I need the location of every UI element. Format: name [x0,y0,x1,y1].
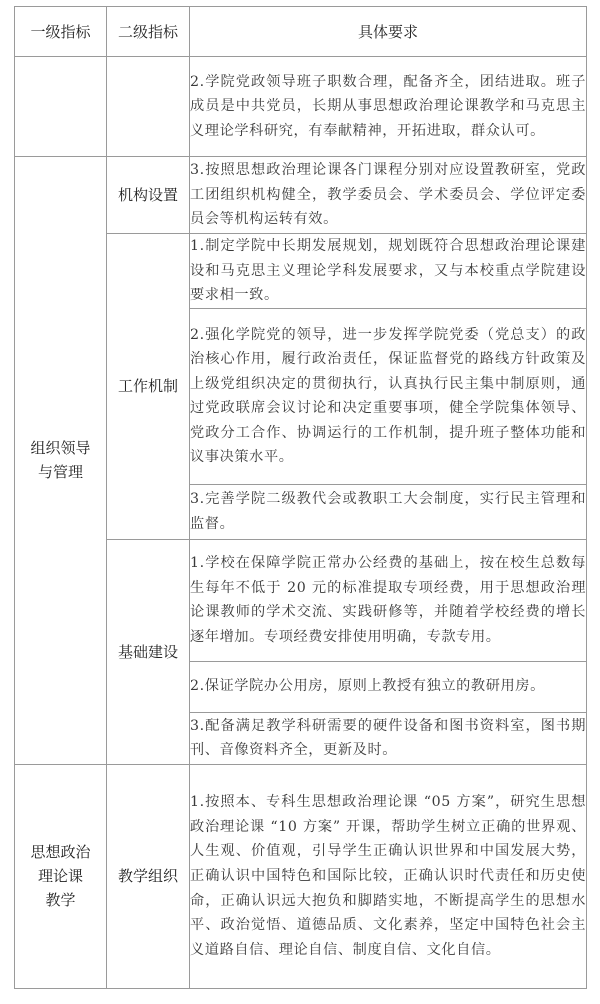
requirement-cell: 2.学院党政领导班子职数合理，配备齐全，团结进取。班子成员是中共党员，长期从事思想政治理论课教学和马克思主义理论学科研究，有奉献精神，开拓进取，群众认可。 [190,57,587,157]
level1-label-line: 与管理 [37,463,83,482]
table-row [15,57,587,157]
table-row [15,764,587,988]
level1-label-line: 思想政治 [30,843,91,862]
level1-label-line: 理论课 [37,867,83,886]
level2-cell-infrastructure: 基础建设 [107,539,190,764]
level1-label-line: 教学 [45,891,76,910]
header-requirement: 具体要求 [190,7,587,57]
requirement-cell: 3.按照思想政治理论课各门课程分别对应设置教研室，党政工团组织机构健全，教学委员会、学术委员会、学位评定委员会等机构运转有效。 [190,157,587,234]
header-level2: 二级指标 [107,7,190,57]
level2-cell-work-mechanism: 工作机制 [107,234,190,540]
header-level1: 一级指标 [15,7,107,57]
requirement-cell: 3.完善学院二级教代会或教职工大会制度，实行民主管理和监督。 [190,484,587,539]
requirement-cell: 2.保证学院办公用房，原则上教授有独立的教研用房。 [190,661,587,712]
requirement-cell: 1.制定学院中长期发展规划，规划既符合思想政治理论课建设和马克思主义理论学科发展要求，又与本校重点学院建设要求相一致。 [190,234,587,309]
table-header-row [15,7,587,57]
level2-cell-empty [107,57,190,157]
level2-cell-institution: 机构设置 [107,157,190,234]
level1-cell-ideological-teaching [15,764,107,988]
table-row [15,157,587,234]
indicator-table [14,6,587,989]
requirement-cell: 3.配备满足教学科研需要的硬件设备和图书资料室，图书期刊、音像资料齐全，更新及时。 [190,712,587,764]
level1-cell-org-leadership [15,157,107,765]
requirement-cell: 1.学校在保障学院正常办公经费的基础上，按在校生总数每生每年不低于 20 元的标准提取专项经费，用于思想政治理论课教师的学术交流、实践研修等，并随着学校经费的增长逐年增加。专项经费安排使用明确，专款专用。 [190,539,587,661]
requirement-cell: 1.按照本、专科生思想政治理论课 “05 方案”，研究生思想政治理论课 “10 方案” 开课，帮助学生树立正确的世界观、人生观、价值观，引导学生正确认识世界和中国发展大势，正确认识中国特色和国际比较，正确认识时代责任和历史使命，正确认识远大抱负和脚踏实地，不断提高学生的思想水平、政治觉悟、道德品质、文化素养，坚定中国特色社会主义道路自信、理论自信、制度自信、文化自信。 [190,764,587,988]
requirement-cell: 2.强化学院党的领导，进一步发挥学院党委（党总支）的政治核心作用，履行政治责任，保证监督党的路线方针政策及上级党组织决定的贯彻执行，认真执行民主集中制原则，通过党政联席会议讨论和决定重要事项，健全学院集体领导、党政分工合作、协调运行的工作机制，提升班子整体功能和议事决策水平。 [190,308,587,484]
level2-cell-teaching-organization: 教学组织 [107,764,190,988]
level1-cell-empty [15,57,107,157]
level1-label-line: 组织领导 [30,439,91,458]
